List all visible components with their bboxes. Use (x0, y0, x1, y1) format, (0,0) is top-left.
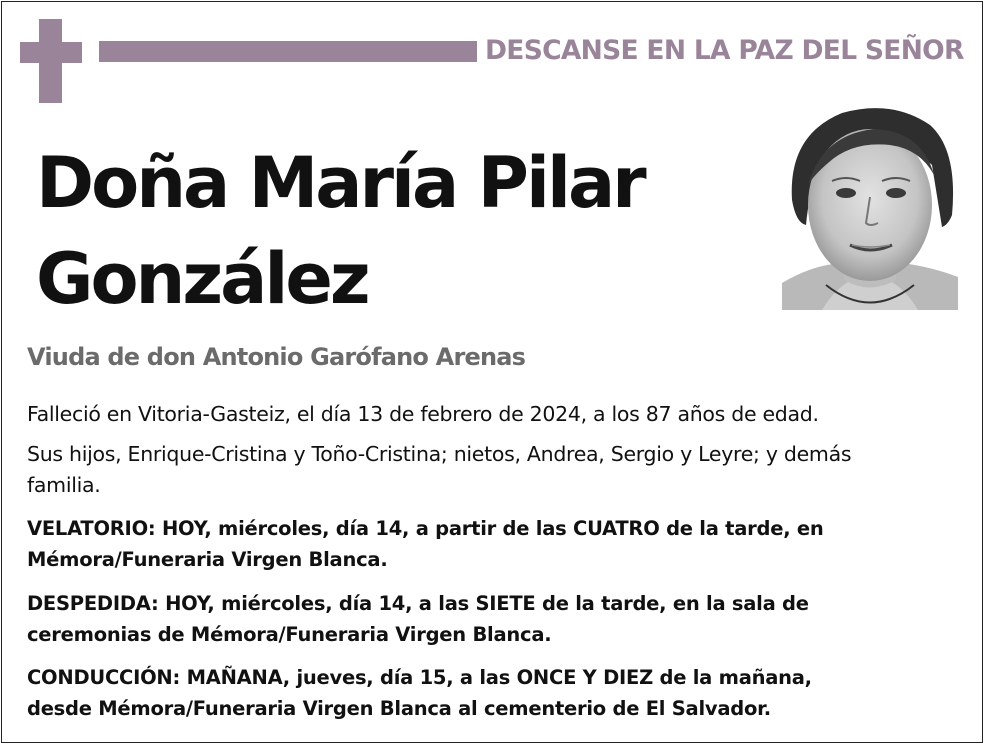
despedida-line-1: DESPEDIDA: HOY, miércoles, día 14, a las SIETE de la tarde, en la sala de (27, 592, 809, 615)
conduccion-line-1: CONDUCCIÓN: MAÑANA, jueves, día 15, a las ONCE Y DIEZ de la mañana, (27, 666, 812, 689)
name-line-1: Doña María Pilar (36, 142, 644, 224)
obituary-notice (1, 1, 983, 743)
velatorio-line-2: Mémora/Funeraria Virgen Blanca. (27, 548, 388, 571)
velatorio-line-1: VELATORIO: HOY, miércoles, día 14, a partir de las CUATRO de la tarde, en (27, 517, 824, 540)
name-line-2: González (36, 238, 368, 320)
conduccion-line-2: desde Mémora/Funeraria Virgen Blanca al cementerio de El Salvador. (27, 697, 771, 720)
despedida-notice (27, 588, 967, 650)
death-notice: Falleció en Vitoria-Gasteiz, el día 13 de febrero de 2024, a los 87 años de edad. (27, 402, 819, 426)
header-title: DESCANSE EN LA PAZ DEL SEÑOR (485, 35, 964, 66)
header-bar (99, 41, 477, 62)
portrait-photo (782, 105, 958, 310)
family-notice (27, 439, 967, 501)
spouse-subtitle: Viuda de don Antonio Garófano Arenas (27, 343, 526, 371)
conduccion-notice (27, 662, 967, 724)
family-line-1: Sus hijos, Enrique-Cristina y Toño-Cristina; nietos, Andrea, Sergio y Leyre; y demás (27, 442, 852, 466)
portrait-image (782, 105, 958, 310)
family-line-2: familia. (27, 473, 101, 497)
cross-icon-horizontal (20, 42, 82, 63)
despedida-line-2: ceremonias de Mémora/Funeraria Virgen Blanca. (27, 623, 552, 646)
deceased-name (36, 135, 736, 327)
velatorio-notice (27, 513, 967, 575)
